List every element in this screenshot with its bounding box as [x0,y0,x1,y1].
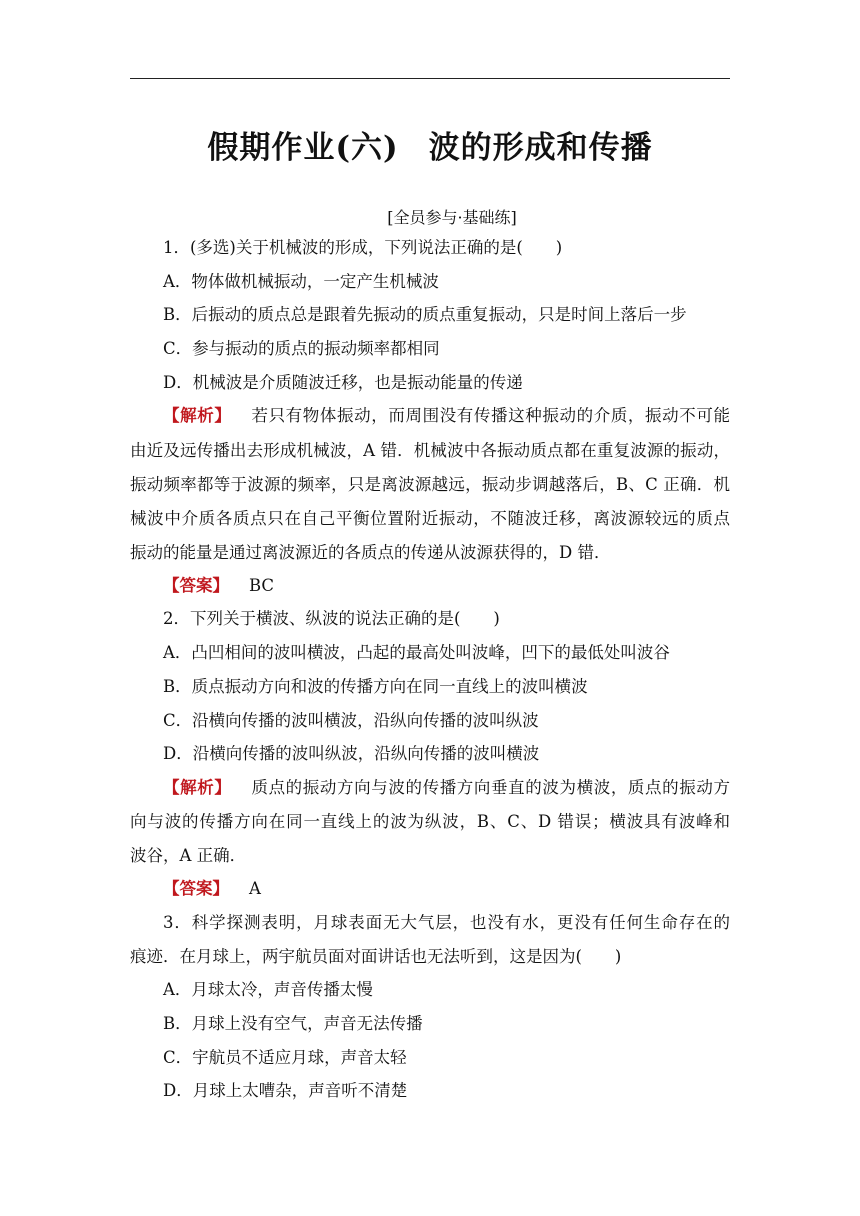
answer-label: 【答案】 [163,879,229,898]
analysis-label: 【解析】 [163,406,232,425]
question-2-option-a: A．凸凹相间的波叫横波，凸起的最高处叫波峰，凹下的最低处叫波谷 [163,643,670,662]
question-1-analysis-line-2: 由近及远传播出去形成机械波，A 错．机械波中各振动质点都在重复波源的振动， [130,441,730,460]
title-main: 假期作业(六) [207,130,399,166]
answer-label: 【答案】 [163,576,229,595]
question-2-analysis-line-1: 【解析】 质点的振动方向与波的传播方向垂直的波为横波，质点的振动方 [163,778,731,797]
question-3-option-a: A．月球太冷，声音传播太慢 [163,980,373,999]
question-2-answer [163,879,730,899]
question-3-stem-line-2: 痕迹．在月球上，两宇航员面对面讲话也无法听到，这是因为( ) [130,947,622,966]
question-1-analysis-line-1: 【解析】 若只有物体振动，而周围没有传播这种振动的介质，振动不可能 [163,406,731,425]
title-sub: 波的形成和传播 [428,130,653,166]
page-title [0,122,860,167]
question-2-analysis-line-3: 波谷，A 正确． [130,846,247,865]
header-rule [130,78,730,79]
question-1-analysis-line-5: 振动的能量是通过离波源近的各质点的传递从波源获得的，D 错． [130,543,611,562]
question-3-stem-line-1: 3．科学探测表明，月球表面无大气层，也没有水，更没有任何生命存在的 [163,913,730,932]
question-1-analysis-line-3: 振动频率都等于波源的频率，只是离波源越远，振动步调越落后，B、C 正确．机 [130,475,730,494]
question-1-analysis-line-4: 械波中介质各质点只在自己平衡位置附近振动，不随波迁移，离波源较远的质点 [130,509,730,528]
question-2-option-c: C．沿横向传播的波叫横波，沿纵向传播的波叫纵波 [163,711,539,730]
section-label: [全员参与·基础练] [387,208,517,227]
question-3-option-c: C．宇航员不适应月球，声音太轻 [163,1048,407,1067]
question-1-option-a: A．物体做机械振动，一定产生机械波 [163,272,439,291]
question-3-option-d: D．月球上太嘈杂，声音听不清楚 [163,1081,408,1100]
analysis-label: 【解析】 [163,778,232,797]
question-1-option-b: B．后振动的质点总是跟着先振动的质点重复振动，只是时间上落后一步 [163,305,687,324]
question-2-analysis-line-2: 向与波的传播方向在同一直线上的波为纵波，B、C、D 错误；横波具有波峰和 [130,812,730,831]
question-1-option-c: C．参与振动的质点的振动频率都相同 [163,339,440,358]
question-2-stem: 2．下列关于横波、纵波的说法正确的是( ) [163,609,500,628]
question-1-option-d: D．机械波是介质随波迁移，也是振动能量的传递 [163,373,523,392]
question-1-answer [163,576,730,596]
question-3-option-b: B．月球上没有空气，声音无法传播 [163,1014,423,1033]
question-2-option-b: B．质点振动方向和波的传播方向在同一直线上的波叫横波 [163,677,588,696]
answer-value: A [249,879,261,898]
answer-value: BC [249,576,275,595]
question-2-option-d: D．沿横向传播的波叫纵波，沿纵向传播的波叫横波 [163,744,540,763]
question-1-stem: 1．(多选)关于机械波的形成，下列说法正确的是( ) [163,238,563,257]
